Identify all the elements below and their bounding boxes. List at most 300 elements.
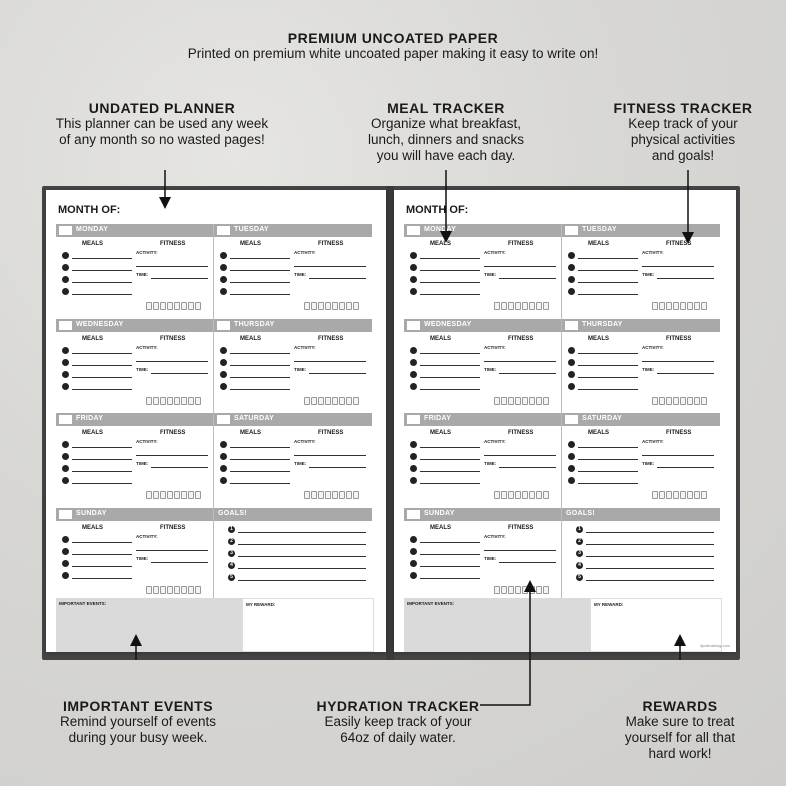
water-cup-icon: [353, 491, 359, 499]
water-cup-icon: [680, 491, 686, 499]
water-cup-icon: [673, 302, 679, 310]
water-cup-icon: [146, 397, 152, 405]
meal-icon: [220, 264, 227, 271]
fitness-line: [499, 467, 556, 468]
meal-row: [220, 276, 284, 284]
water-cup-icon: [311, 302, 317, 310]
fitness-line: [294, 361, 366, 362]
goal-row: [576, 526, 716, 534]
water-cup-icon: [153, 491, 159, 499]
meal-icon: [410, 453, 417, 460]
meal-row: [62, 477, 126, 485]
rewards-desc-line: Make sure to treat: [625, 714, 735, 729]
hydration-desc-line: Easily keep track of your: [324, 714, 472, 729]
meal-line: [420, 365, 480, 366]
meal-icon: [568, 371, 575, 378]
water-tracker: [494, 302, 549, 310]
water-tracker: [146, 397, 201, 405]
meal-icon: [410, 288, 417, 295]
meal-icon: [62, 371, 69, 378]
meal-row: [220, 441, 284, 449]
meal-line: [230, 353, 290, 354]
day-name: THURSDAY: [234, 321, 275, 328]
site-label: #justmaking.com: [699, 643, 730, 648]
meal-row: [62, 465, 126, 473]
goal-row: [228, 562, 368, 570]
water-cup-icon: [153, 302, 159, 310]
water-cup-icon: [304, 302, 310, 310]
water-cup-icon: [501, 491, 507, 499]
meal-row: [62, 453, 126, 461]
goal-row: [228, 550, 368, 558]
water-cup-icon: [195, 491, 201, 499]
goal-row: [228, 538, 368, 546]
water-cup-icon: [515, 491, 521, 499]
water-cup-icon: [339, 397, 345, 405]
water-cup-icon: [332, 397, 338, 405]
meal-row: [568, 465, 632, 473]
water-cup-icon: [659, 397, 665, 405]
water-cup-icon: [529, 586, 535, 594]
meal-row: [62, 536, 126, 544]
meal-line: [72, 471, 132, 472]
fitness-line: [499, 562, 556, 563]
meal-icon: [62, 560, 69, 567]
meals-label: MEALS: [240, 336, 261, 342]
time-label: TIME:: [484, 272, 497, 277]
water-cup-icon: [339, 302, 345, 310]
water-cup-icon: [529, 491, 535, 499]
meal-icon: [220, 276, 227, 283]
water-tracker: [304, 491, 359, 499]
day-block: [214, 319, 372, 411]
meal-row: [62, 441, 126, 449]
meal-line: [72, 554, 132, 555]
meal-row: [220, 465, 284, 473]
day-block: [404, 508, 562, 600]
meal-row: [410, 371, 474, 379]
meal-row: [410, 383, 474, 391]
meal-row: [568, 347, 632, 355]
water-cup-icon: [666, 302, 672, 310]
meal-line: [578, 377, 638, 378]
hydration-callout: [300, 698, 496, 746]
fitness-label: FITNESS: [160, 241, 186, 247]
meal-icon: [62, 359, 69, 366]
paper-callout: [120, 30, 666, 62]
water-cup-icon: [332, 302, 338, 310]
fitness-label: FITNESS: [318, 241, 344, 247]
water-cup-icon: [167, 302, 173, 310]
fitness-label: FITNESS: [160, 430, 186, 436]
fitness-line: [151, 278, 208, 279]
meal-line: [578, 282, 638, 283]
meal-row: [410, 441, 474, 449]
meal-line: [420, 389, 480, 390]
day-date-box: [59, 510, 72, 519]
goal-line: [238, 544, 366, 545]
goals-header: [214, 508, 372, 521]
goals-label: GOALS!: [218, 510, 248, 517]
important-events-label: IMPORTANT EVENTS:: [59, 601, 107, 606]
day-header: [562, 224, 720, 237]
month-of-label: MONTH OF:: [58, 204, 121, 216]
meals-label: MEALS: [588, 430, 609, 436]
meal-row: [220, 288, 284, 296]
meal-row: [62, 347, 126, 355]
goal-number: 2: [228, 538, 235, 545]
meal-icon: [410, 264, 417, 271]
goal-number: 4: [576, 562, 583, 569]
my-reward-label: MY REWARD:: [594, 602, 624, 607]
meal-icon: [410, 536, 417, 543]
goal-line: [238, 580, 366, 581]
meal-icon: [62, 572, 69, 579]
goal-number: 3: [576, 550, 583, 557]
activity-label: ACTIVITY:: [642, 439, 664, 444]
meal-icon: [568, 441, 575, 448]
day-header: [56, 319, 214, 332]
fitness-line: [657, 467, 714, 468]
water-cup-icon: [543, 491, 549, 499]
day-block: [56, 224, 214, 316]
water-cup-icon: [188, 491, 194, 499]
water-cup-icon: [536, 586, 542, 594]
meal-line: [578, 270, 638, 271]
left-page: [46, 190, 386, 652]
water-cup-icon: [652, 491, 658, 499]
meal-icon: [62, 548, 69, 555]
rewards-title: REWARDS: [642, 698, 718, 714]
meal-icon: [62, 252, 69, 259]
activity-label: ACTIVITY:: [642, 345, 664, 350]
meals-label: MEALS: [588, 241, 609, 247]
meal-row: [62, 383, 126, 391]
day-name: WEDNESDAY: [424, 321, 472, 328]
meal-row: [568, 371, 632, 379]
meal-row: [410, 560, 474, 568]
meal-line: [578, 353, 638, 354]
meal-line: [72, 447, 132, 448]
water-cup-icon: [332, 491, 338, 499]
meal-icon: [410, 371, 417, 378]
meal-icon: [220, 465, 227, 472]
events-desc-line: Remind yourself of events: [59, 714, 217, 729]
goal-number: 5: [228, 574, 235, 581]
water-cup-icon: [181, 586, 187, 594]
day-date-box: [217, 321, 230, 330]
fitness-label: FITNESS: [508, 336, 534, 342]
fitness-line: [151, 562, 208, 563]
fitness-line: [484, 361, 556, 362]
fitness-line: [484, 266, 556, 267]
goal-line: [238, 532, 366, 533]
day-name: FRIDAY: [76, 415, 104, 422]
water-cup-icon: [652, 397, 658, 405]
water-cup-icon: [304, 397, 310, 405]
meal-row: [568, 383, 632, 391]
water-tracker: [494, 491, 549, 499]
meal-icon: [410, 347, 417, 354]
meal-icon: [410, 252, 417, 259]
meals-label: MEALS: [82, 430, 103, 436]
day-header: [404, 319, 562, 332]
time-label: TIME:: [484, 367, 497, 372]
water-cup-icon: [673, 491, 679, 499]
meal-line: [578, 389, 638, 390]
time-label: TIME:: [136, 272, 149, 277]
day-block: [562, 413, 720, 505]
day-name: THURSDAY: [582, 321, 623, 328]
meal-row: [410, 264, 474, 272]
meal-icon: [220, 441, 227, 448]
meal-row: [410, 252, 474, 260]
day-name: SATURDAY: [582, 415, 623, 422]
meal-row: [220, 264, 284, 272]
meal-line: [72, 353, 132, 354]
meal-icon: [62, 453, 69, 460]
meal-row: [220, 371, 284, 379]
fitness-line: [657, 373, 714, 374]
undated-callout: [30, 100, 294, 148]
fitness-desc-line: Keep track of your: [628, 116, 738, 131]
water-cup-icon: [174, 397, 180, 405]
undated-desc-line: This planner can be used any week: [55, 116, 269, 131]
meal-row: [220, 477, 284, 485]
paper-desc: Printed on premium white uncoated paper making it easy to write on!: [187, 46, 599, 61]
meal-line: [578, 459, 638, 460]
day-date-box: [59, 321, 72, 330]
meal-line: [578, 294, 638, 295]
water-cup-icon: [174, 586, 180, 594]
time-label: TIME:: [484, 556, 497, 561]
day-date-box: [407, 510, 420, 519]
day-header: [562, 319, 720, 332]
meal-line: [72, 483, 132, 484]
meal-line: [420, 566, 480, 567]
water-cup-icon: [536, 397, 542, 405]
goal-row: [576, 538, 716, 546]
meal-row: [568, 453, 632, 461]
meal-icon: [220, 371, 227, 378]
fitness-label: FITNESS: [508, 430, 534, 436]
fitness-line: [657, 278, 714, 279]
fitness-line: [151, 373, 208, 374]
water-cup-icon: [515, 302, 521, 310]
events-title: IMPORTANT EVENTS: [62, 698, 214, 714]
meal-line: [420, 258, 480, 259]
water-cup-icon: [346, 302, 352, 310]
goal-row: [576, 550, 716, 558]
events-desc-line: during your busy week.: [68, 730, 208, 745]
goal-number: 1: [228, 526, 235, 533]
water-cup-icon: [153, 397, 159, 405]
book-gutter: [386, 186, 394, 660]
water-cup-icon: [160, 397, 166, 405]
meal-row: [220, 453, 284, 461]
meal-icon: [410, 465, 417, 472]
day-block: [404, 224, 562, 316]
meal-row: [220, 383, 284, 391]
meal-icon: [568, 276, 575, 283]
water-cup-icon: [536, 491, 542, 499]
meal-row: [62, 572, 126, 580]
column-divider: [213, 224, 214, 598]
meal-row: [568, 264, 632, 272]
water-cup-icon: [174, 302, 180, 310]
meal-icon: [410, 548, 417, 555]
day-name: FRIDAY: [424, 415, 452, 422]
meal-line: [230, 483, 290, 484]
water-cup-icon: [353, 397, 359, 405]
goal-number: 5: [576, 574, 583, 581]
meal-desc-line: you will have each day.: [376, 148, 516, 163]
meal-line: [420, 554, 480, 555]
water-cup-icon: [160, 302, 166, 310]
water-cup-icon: [543, 397, 549, 405]
meal-row: [410, 548, 474, 556]
water-cup-icon: [508, 302, 514, 310]
meal-line: [230, 365, 290, 366]
meal-row: [410, 572, 474, 580]
time-label: TIME:: [136, 556, 149, 561]
rewards-desc-line: yourself for all that: [624, 730, 736, 745]
my-reward-label: MY REWARD:: [246, 602, 276, 607]
meals-label: MEALS: [430, 430, 451, 436]
water-cup-icon: [522, 397, 528, 405]
water-tracker: [146, 302, 201, 310]
meal-row: [62, 276, 126, 284]
water-cup-icon: [543, 302, 549, 310]
day-date-box: [565, 321, 578, 330]
hydration-desc-line: 64oz of daily water.: [340, 730, 456, 745]
water-cup-icon: [522, 491, 528, 499]
day-header: [214, 413, 372, 426]
meal-line: [420, 459, 480, 460]
meal-icon: [220, 288, 227, 295]
meal-icon: [62, 477, 69, 484]
meal-line: [420, 447, 480, 448]
meal-line: [72, 282, 132, 283]
goal-row: [228, 574, 368, 582]
goal-line: [238, 556, 366, 557]
meal-row: [62, 560, 126, 568]
water-cup-icon: [701, 491, 707, 499]
water-cup-icon: [339, 491, 345, 499]
water-cup-icon: [701, 302, 707, 310]
meal-row: [410, 359, 474, 367]
water-cup-icon: [701, 397, 707, 405]
water-tracker: [494, 397, 549, 405]
meal-line: [578, 258, 638, 259]
meal-row: [410, 536, 474, 544]
meal-line: [420, 282, 480, 283]
water-cup-icon: [529, 397, 535, 405]
fitness-line: [136, 455, 208, 456]
fitness-line: [499, 373, 556, 374]
water-cup-icon: [673, 397, 679, 405]
meal-line: [72, 542, 132, 543]
fitness-label: FITNESS: [160, 336, 186, 342]
water-cup-icon: [146, 302, 152, 310]
activity-label: ACTIVITY:: [294, 345, 316, 350]
fitness-label: FITNESS: [318, 336, 344, 342]
rewards-callout: [600, 698, 760, 762]
goals-label: GOALS!: [566, 510, 596, 517]
meal-icon: [568, 453, 575, 460]
meal-row: [410, 276, 474, 284]
meal-row: [568, 441, 632, 449]
meal-line: [230, 389, 290, 390]
meals-label: MEALS: [240, 430, 261, 436]
fitness-line: [294, 266, 366, 267]
meal-icon: [62, 276, 69, 283]
day-name: TUESDAY: [234, 226, 269, 233]
day-name: SUNDAY: [76, 510, 107, 517]
day-date-box: [217, 226, 230, 235]
day-block: [404, 413, 562, 505]
day-date-box: [565, 415, 578, 424]
activity-label: ACTIVITY:: [294, 250, 316, 255]
water-tracker: [652, 397, 707, 405]
meal-row: [220, 252, 284, 260]
activity-label: ACTIVITY:: [484, 250, 506, 255]
meal-line: [72, 389, 132, 390]
time-label: TIME:: [642, 461, 655, 466]
meals-label: MEALS: [240, 241, 261, 247]
day-date-box: [217, 415, 230, 424]
day-name: SATURDAY: [234, 415, 275, 422]
water-cup-icon: [188, 302, 194, 310]
day-block: [214, 224, 372, 316]
water-cup-icon: [687, 397, 693, 405]
day-header: [56, 413, 214, 426]
water-tracker: [652, 302, 707, 310]
meal-line: [420, 578, 480, 579]
undated-title: UNDATED PLANNER: [88, 100, 236, 116]
time-label: TIME:: [642, 367, 655, 372]
meal-callout: [330, 100, 562, 164]
meal-icon: [410, 560, 417, 567]
goal-number: 3: [228, 550, 235, 557]
water-cup-icon: [195, 586, 201, 594]
important-events-box: [404, 598, 590, 652]
water-cup-icon: [318, 397, 324, 405]
day-block: [56, 508, 214, 600]
time-label: TIME:: [136, 367, 149, 372]
water-cup-icon: [325, 397, 331, 405]
meal-desc-line: Organize what breakfast,: [370, 116, 522, 131]
meal-icon: [568, 347, 575, 354]
day-name: WEDNESDAY: [76, 321, 124, 328]
fitness-line: [294, 455, 366, 456]
water-cup-icon: [346, 397, 352, 405]
meal-icon: [220, 477, 227, 484]
water-cup-icon: [167, 397, 173, 405]
water-cup-icon: [508, 586, 514, 594]
water-tracker: [146, 491, 201, 499]
day-date-box: [59, 226, 72, 235]
meal-row: [568, 359, 632, 367]
meal-row: [220, 359, 284, 367]
water-cup-icon: [160, 491, 166, 499]
meal-icon: [62, 347, 69, 354]
water-cup-icon: [687, 491, 693, 499]
important-events-box: [56, 598, 242, 652]
meal-icon: [410, 359, 417, 366]
meal-row: [410, 288, 474, 296]
fitness-line: [136, 361, 208, 362]
